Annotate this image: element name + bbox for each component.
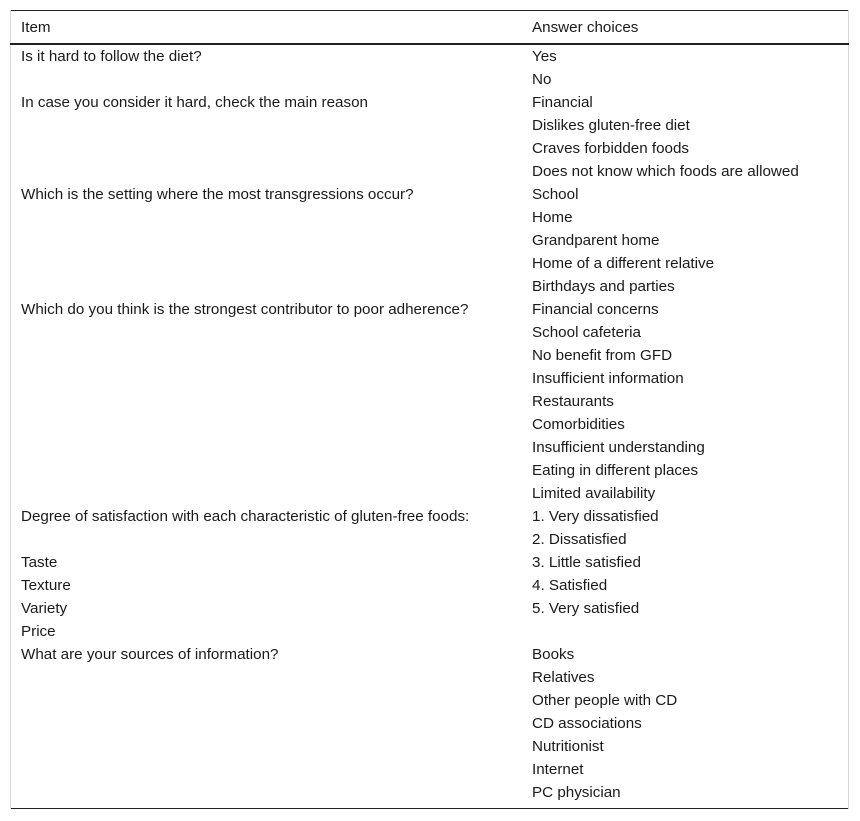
item-cell: Which is the setting where the most transgressions occur? [21,186,414,203]
answer-choice-cell: Home of a different relative [532,255,715,272]
table-row [10,390,849,413]
answer-choice-cell: Financial concerns [532,301,659,318]
answer-choice-cell: 4. Satisfied [532,577,608,594]
column-header-item: Item [21,19,51,36]
item-cell: Degree of satisfaction with each characteristic of gluten-free foods: [21,508,470,525]
table-header-row [10,11,849,45]
table-row [10,114,849,137]
table-row [10,183,849,206]
answer-choice-cell: Other people with CD [532,692,678,709]
answer-choice-cell: No [532,71,552,88]
table-row [10,45,849,68]
table-row [10,551,849,574]
table-row [10,712,849,735]
answer-choice-cell: Limited availability [532,485,656,502]
table-row [10,91,849,114]
answer-choice-cell: CD associations [532,715,642,732]
table-row [10,758,849,781]
answer-choice-cell: Books [532,646,575,663]
answer-choice-cell: Restaurants [532,393,614,410]
item-cell: Texture [21,577,71,594]
table-row [10,689,849,712]
table-row [10,781,849,804]
answer-choice-cell: 1. Very dissatisfied [532,508,659,525]
table-row [10,528,849,551]
item-cell: Is it hard to follow the diet? [21,48,202,65]
table-row [10,206,849,229]
item-cell: In case you consider it hard, check the main reason [21,94,368,111]
table-row [10,298,849,321]
answer-choice-cell: Insufficient understanding [532,439,705,456]
answer-choice-cell: Yes [532,48,557,65]
table-row [10,367,849,390]
item-cell: Price [21,623,56,640]
answer-choice-cell: Financial [532,94,593,111]
table-body [10,45,849,804]
answer-choice-cell: Dislikes gluten-free diet [532,117,690,134]
table-row [10,620,849,643]
item-cell: Variety [21,600,68,617]
answer-choice-cell: 3. Little satisfied [532,554,641,571]
answer-choice-cell: PC physician [532,784,621,801]
table-row [10,137,849,160]
table-row [10,482,849,505]
item-cell: Which do you think is the strongest contributor to poor adherence? [21,301,469,318]
answer-choice-cell: Birthdays and parties [532,278,675,295]
table-bottom-rule [10,808,849,809]
table-row [10,275,849,298]
table-row [10,459,849,482]
table-row [10,505,849,528]
answer-choice-cell: Home [532,209,573,226]
item-cell: What are your sources of information? [21,646,279,663]
table-row [10,68,849,91]
answer-choice-cell: Internet [532,761,584,778]
table-row [10,344,849,367]
table-row [10,321,849,344]
table-row [10,643,849,666]
answer-choice-cell: 2. Dissatisfied [532,531,627,548]
answer-choice-cell: 5. Very satisfied [532,600,640,617]
questionnaire-table [10,10,849,809]
answer-choice-cell: School [532,186,579,203]
answer-choice-cell: Comorbidities [532,416,625,433]
answer-choice-cell: No benefit from GFD [532,347,673,364]
answer-choice-cell: Craves forbidden foods [532,140,690,157]
table-row [10,229,849,252]
column-header-answer-choices: Answer choices [532,19,639,36]
answer-choice-cell: Nutritionist [532,738,604,755]
answer-choice-cell: Insufficient information [532,370,684,387]
answer-choice-cell: Does not know which foods are allowed [532,163,799,180]
item-cell: Taste [21,554,58,571]
table-row [10,597,849,620]
table-row [10,413,849,436]
table-row [10,574,849,597]
answer-choice-cell: Grandparent home [532,232,660,249]
table-row [10,252,849,275]
table-row [10,666,849,689]
answer-choice-cell: School cafeteria [532,324,641,341]
table-row [10,160,849,183]
answer-choice-cell: Relatives [532,669,595,686]
table-row [10,735,849,758]
answer-choice-cell: Eating in different places [532,462,699,479]
table-row [10,436,849,459]
